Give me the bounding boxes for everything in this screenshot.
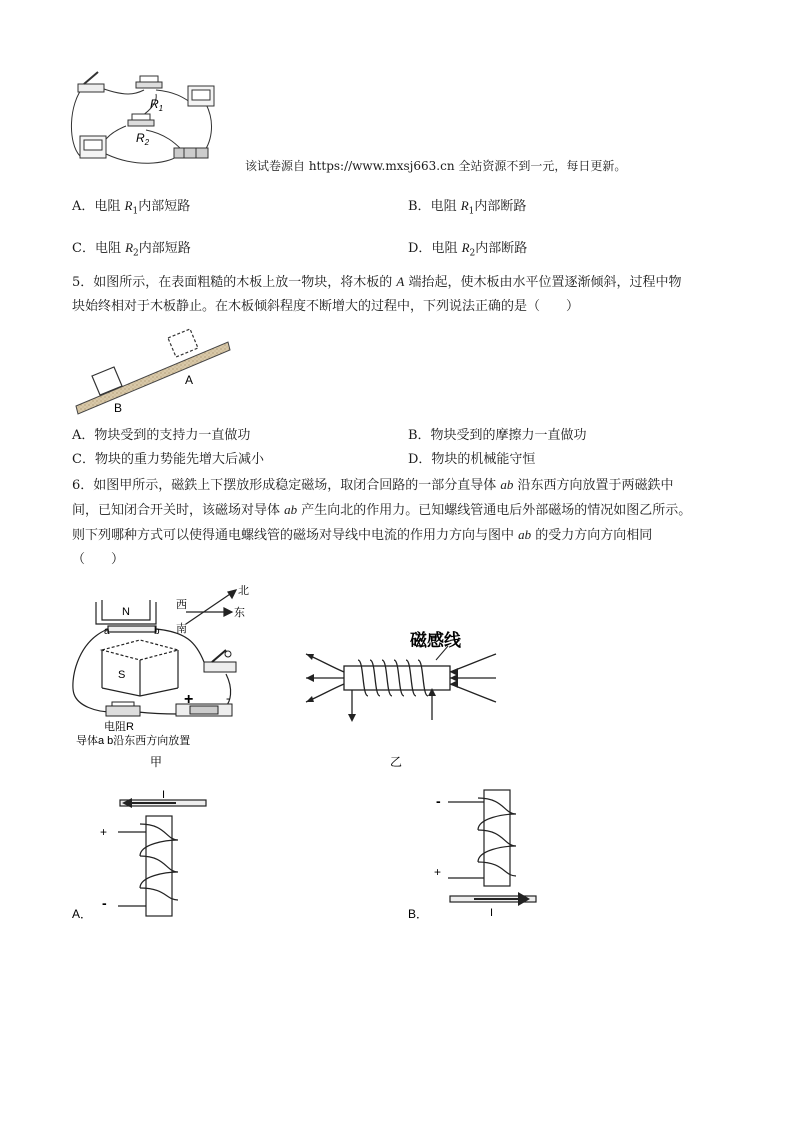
- label-b: B: [114, 401, 123, 415]
- east-label: 东: [234, 607, 245, 619]
- source-note: 该试卷源自 https://www.mxsj663.cn 全站资源不到一元，每日更新。: [245, 159, 627, 173]
- q5-option-a[interactable]: A．物块受到的支持力一直做功: [72, 428, 251, 443]
- q4-option-d[interactable]: D．电阻 $R_2$内部断路: [408, 240, 528, 259]
- q6-stem-line3: 则下列哪种方式可以使得通电螺线管的磁场对导线中电流的作用力方向与图中 ab 的受力方向方向相同: [72, 527, 653, 543]
- plus-label: +: [434, 865, 442, 879]
- plus-label: +: [184, 691, 194, 708]
- switch: [204, 650, 236, 672]
- n-pole-label: N: [122, 606, 130, 618]
- q4-option-b[interactable]: B．电阻 $R_1$内部断路: [408, 198, 527, 217]
- choice-b-letter: B．: [408, 907, 429, 921]
- choice-a-figure[interactable]: [66, 786, 216, 926]
- resistor: [106, 702, 140, 716]
- minus-label: -: [226, 691, 230, 705]
- q5-option-d[interactable]: D．物块的机械能守恒: [408, 452, 536, 467]
- incline-figure: [72, 328, 234, 416]
- q4-option-a[interactable]: A．电阻 $R_1$内部短路: [72, 198, 191, 217]
- west-label: 西: [176, 599, 187, 611]
- resistor-r2: [128, 114, 154, 126]
- figure-jia: [66, 582, 256, 772]
- plus-label: +: [100, 825, 108, 839]
- current-label: I: [162, 789, 166, 801]
- current-label: I: [490, 907, 494, 919]
- south-label: 南: [176, 623, 187, 635]
- b-label: b: [154, 626, 160, 637]
- caption-jia: 甲: [150, 755, 163, 769]
- block-dashed: [168, 329, 198, 357]
- q5-stem-line2: 块始终相对于木板静止。在木板倾斜程度不断增大的过程中，下列说法正确的是（ ）: [72, 299, 580, 314]
- q5-option-c[interactable]: C．物块的重力势能先增大后减小: [72, 452, 264, 467]
- switch: [78, 72, 104, 92]
- r1-label: $R_1$: [150, 97, 164, 113]
- figure-yi: [300, 620, 500, 770]
- q5-stem-line1: 5．如图所示，在表面粗糙的木板上放一物块，将木板的 A 端抬起，使木板由水平位置逐渐倾斜，过程中物: [72, 274, 682, 290]
- voltmeter: [188, 86, 214, 106]
- q5-option-b[interactable]: B．物块受到的摩擦力一直做功: [408, 428, 587, 443]
- compass-arrows: [186, 590, 236, 624]
- field-line-label: 磁感线: [410, 631, 461, 650]
- q4-option-c[interactable]: C．电阻 $R_2$内部短路: [72, 240, 191, 259]
- q6-stem-line1: 6．如图甲所示，磁鉄上下摆放形成稳定磁场，取闭合回路的一部分直导体 ab 沿东西方向放置于两磁鉄中: [72, 477, 674, 493]
- a-label: a: [104, 626, 110, 637]
- caption-yi: 乙: [390, 755, 403, 769]
- choice-a-letter: A．: [72, 907, 93, 921]
- label-a: A: [185, 373, 194, 387]
- q6-stem-line4: （ ）: [72, 552, 125, 567]
- circuit-figure: [66, 64, 226, 174]
- choice-b-figure[interactable]: [404, 786, 554, 926]
- s-pole-label: S: [118, 669, 126, 681]
- battery: [174, 148, 208, 158]
- resistor-label: 电阻R: [104, 721, 134, 733]
- minus-label: -: [102, 895, 107, 911]
- resistor-r1: [136, 76, 162, 88]
- caption-line: 导体a b沿东西方向放置: [76, 735, 191, 747]
- q6-stem-line2: 间，已知闭合开关时，该磁场对导体 ab 产生向北的作用力。已知螺线管通电后外部磁场的情况如图乙所示。: [72, 502, 692, 518]
- north-label: 北: [238, 585, 249, 597]
- minus-label: -: [436, 793, 441, 809]
- r2-label: $R_2$: [136, 131, 150, 147]
- ammeter: [80, 136, 106, 158]
